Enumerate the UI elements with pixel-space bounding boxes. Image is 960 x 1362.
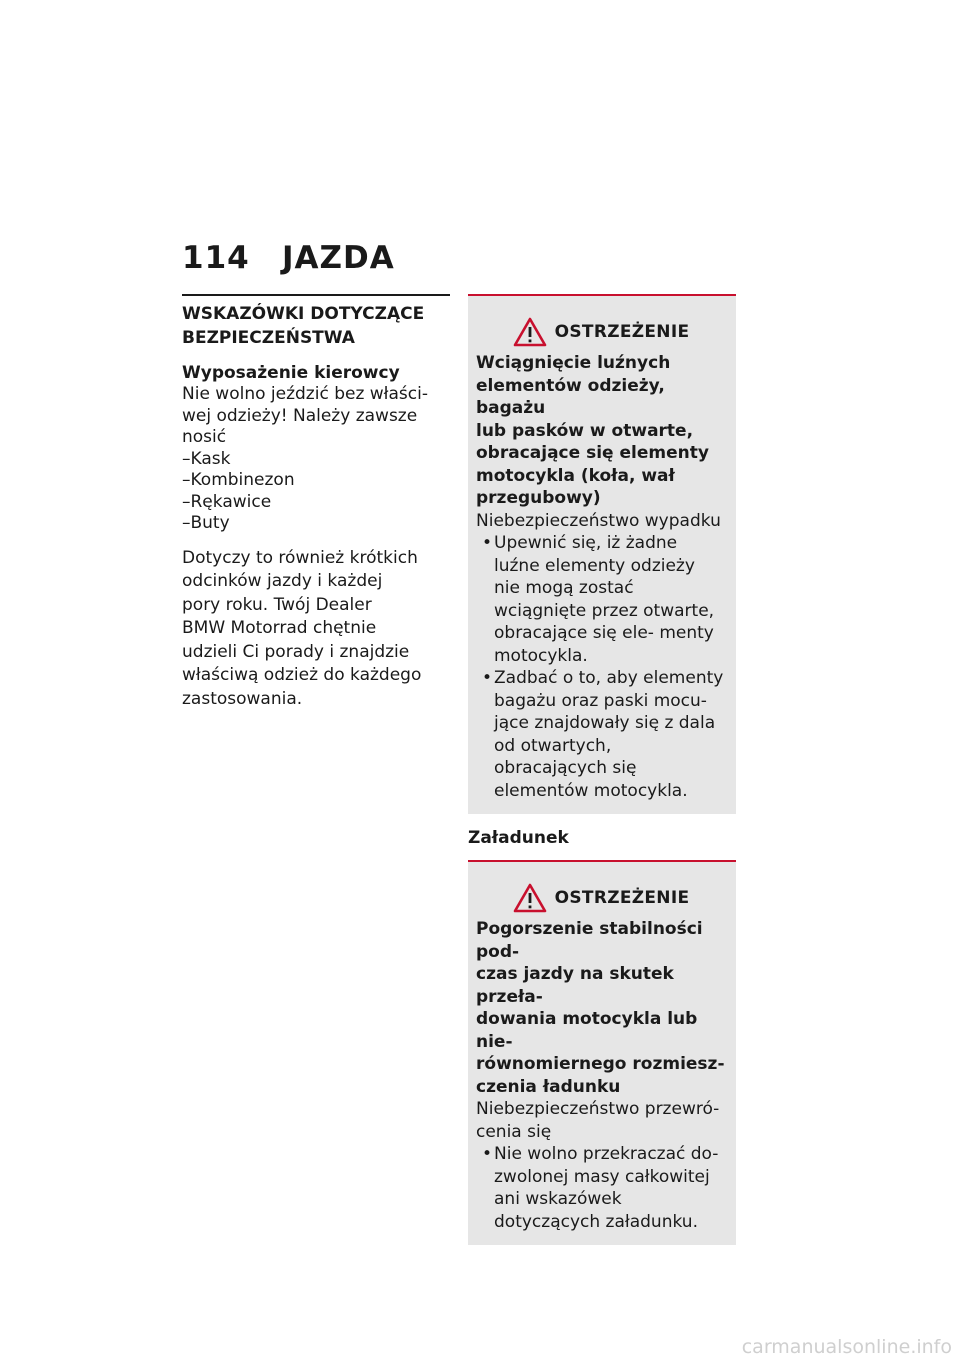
warning-title-line: dowania motocykla lub nie- [476,1009,698,1052]
warning-title-line: czas jazdy na skutek przeła- [476,964,674,1007]
hazard-text: Niebezpieczeństwo wypadku [476,510,721,531]
warning-label: OSTRZEŻENIE [554,322,690,342]
warning-triangle-icon [513,317,547,347]
section-title-line: WSKAZÓWKI DOTYCZĄCE [182,304,425,324]
warning-title-line: motocykla (koła, wał [476,465,675,486]
para-line: udzieli Ci porady i znajdzie [182,641,410,662]
subheading: Wyposażenie kierowcy [182,363,400,383]
para-line: pory roku. Twój Dealer [182,594,372,615]
intro-line: Nie wolno jeździć bez właści- [182,384,428,404]
watermark-footer: carmanualsonline.info [741,1336,952,1358]
warning-triangle-icon [513,883,547,913]
page-header [182,240,395,276]
page-number: 114 [182,240,250,276]
right-column [468,294,736,1245]
warning-header [476,882,726,914]
section-title-line: BEZPIECZEŃSTWA [182,328,355,348]
warning-title-line: czenia ładunku [476,1076,621,1097]
warning-title-line: lub pasków w otwarte, [476,420,694,441]
warning-title [476,352,726,510]
warning-title-line: równomiernego rozmiesz- [476,1054,725,1074]
list-item: – Rękawice [182,492,450,514]
list-item: • Nie wolno przekraczać do- zwolonej masy całkowitej ani wskazówek dotyczących załadunku. [476,1143,726,1233]
loading-heading: Załadunek [468,828,569,848]
intro-text [182,384,450,449]
list-item: – Kask [182,449,450,471]
hazard-line: Niebezpieczeństwo przewró- [476,1099,720,1119]
para-line: zastosowania. [182,688,303,709]
list-item: – Kombinezon [182,470,450,492]
warning-title [476,918,726,1098]
hazard-text [476,1098,726,1143]
left-column [182,294,450,711]
para-line: odcinków jazdy i każdej [182,571,383,591]
intro-line: wej odzieży! Należy zawsze [182,405,418,426]
warning-title-line: przegubowy) [476,488,601,508]
list-item: – Buty [182,513,450,535]
warning-title-line: Pogorszenie stabilności pod- [476,919,703,962]
intro-line: nosić [182,427,227,447]
para-line: właściwą odzież do każdego [182,665,422,685]
warning-bullets [476,532,726,802]
para-line: BMW Motorrad chętnie [182,618,377,638]
gear-list [182,449,450,535]
warning-box-loading [468,860,736,1245]
list-item: • Zadbać o to, aby elementy bagażu oraz paski mocu- jące znajdowały się z dala od otwartych, obracających się elementów motocykla. [476,667,726,802]
section-title [182,302,450,350]
warning-title-line: obracające się elementy [476,443,709,463]
para-line: Dotyczy to również krótkich [182,547,418,568]
hazard-line: cenia się [476,1121,552,1142]
chapter-title: JAZDA [282,240,395,276]
list-item: • Upewnić się, iż żadne luźne elementy odzieży nie mogą zostać wciągnięte przez otwarte, obracające się ele- menty motocykla. [476,532,726,667]
section-rule [182,294,450,296]
warning-box-clothing [468,294,736,814]
advice-paragraph [182,547,450,712]
warning-title-line: elementów odzieży, bagażu [476,375,665,418]
warning-label: OSTRZEŻENIE [554,888,690,908]
warning-bullets [476,1143,726,1233]
warning-title-line: Wciągnięcie luźnych [476,353,671,373]
warning-header [476,316,726,348]
